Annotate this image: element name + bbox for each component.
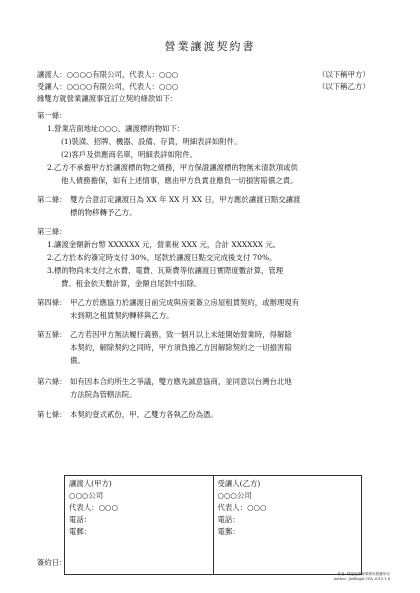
transferor-company: ○○○公司: [69, 491, 104, 500]
footer-line2: Author: Jiedlegal CPA 2015.1.8: [333, 577, 390, 581]
transferee-signature-cell: [213, 476, 362, 575]
transferee-representative: 代表人：○○○: [217, 503, 267, 512]
clause1-label: 第一條：: [37, 111, 67, 120]
signature-table: [64, 475, 362, 575]
clause3-item1: 1.讓渡金額新台幣 XXXXXX 元，營業稅 XXX 元，合計 XXXXXX 元。: [47, 240, 281, 249]
clause2-line1: 雙方合意訂定讓渡日為 XX 年 XX 月 XX 日，甲方應於讓渡日點交讓渡: [70, 195, 301, 204]
transferee-note: （以下稱乙方）: [318, 82, 370, 91]
transferor-phone: 電話：: [69, 515, 92, 524]
clause4-label: 第四條：: [37, 298, 67, 307]
transferor-line: 讓渡人：○○○○有限公司，代表人：○○○: [37, 70, 179, 79]
document-title: 營業讓渡契約書: [164, 40, 256, 53]
transferor-heading: 讓渡人(甲方): [69, 479, 112, 488]
clause6-line2: 方法院為管轄法院。: [70, 390, 137, 399]
clause2-line2: 標的物移轉予乙方。: [70, 208, 137, 217]
clause5-line2: 本契約，解除契約之同時，甲方須負擔乙方因解除契約之一切損害賠: [70, 343, 292, 352]
transferor-signature-cell: [65, 476, 214, 575]
clause5-line3: 償。: [70, 356, 85, 365]
clause6-line1: 如有因本合約所生之爭議，雙方應先誠意協商，並同意以台灣台北地: [70, 377, 292, 386]
clause5-line1: 乙方若因甲方無法履行義務，致一個月以上未能開始營業時，得解除: [70, 330, 292, 339]
clause1-item2-line2: 他人債務擔保，如有上述情事，應由甲方負責並應負一切損害賠償之責。: [61, 176, 298, 185]
signing-date-label: 簽約日：: [37, 558, 67, 567]
clause7-text: 本契約壹式貳份，甲、乙雙方各執乙份為憑。: [70, 410, 218, 419]
clause4-line2: 未到期之租賃契約轉移與乙方。: [70, 311, 174, 320]
transferor-representative: 代表人：○○○: [69, 503, 118, 512]
clause1-sub2: (2)客戶及供應商名單，明細表詳如附件。: [61, 150, 198, 159]
clause7-label: 第七條：: [37, 410, 67, 419]
clause4-line1: 甲乙方於應協力於讓渡日前完成與房東簽立房屋租賃契約，或辦理現有: [70, 298, 300, 307]
clause6-label: 第六條：: [37, 377, 67, 386]
intro-text: 緣雙方就營業讓渡事宜訂立契約條款如下：: [37, 94, 178, 103]
footer-line1: 作者: 陳福庭律師事務所版權所有: [337, 572, 390, 576]
transferor-email: 電郵：: [69, 527, 92, 536]
clause1-item1: 1.營業店面地址○○○，讓渡標的物如下：: [47, 124, 185, 133]
transferee-line: 受讓人：○○○○有限公司，代表人：○○○: [37, 82, 179, 91]
clause3-label: 第三條：: [37, 227, 67, 236]
clause2-label: 第二條：: [37, 195, 67, 204]
clause3-item3-line2: 費、租金依天數計算，金額自尾款中扣除。: [61, 279, 202, 288]
transferee-heading: 受讓人(乙方): [217, 479, 261, 488]
clause3-item2: 2.乙方於本約簽定時支付 30%，尾款於讓渡日點交完成後支付 70%。: [47, 253, 277, 262]
clause1-sub1: (1)裝潢、招牌、機器、設備、存貨，明細表詳如附件。: [61, 137, 242, 146]
clause1-item2-line1: 2.乙方不承擔甲方於讓渡標的物之債務，甲方保證讓渡標的物無未清款項或供: [47, 163, 298, 172]
transferor-note: （以下稱甲方）: [318, 70, 370, 79]
transferee-phone: 電話：: [217, 515, 240, 524]
clause5-label: 第五條：: [37, 330, 67, 339]
transferee-company: ○○○公司: [217, 491, 252, 500]
transferee-email: 電郵：: [217, 527, 240, 536]
clause3-item3-line1: 3.標的物尚未支付之水費、電費、瓦斯費等依讓渡日實際度數計算，管理: [47, 266, 284, 275]
copyright-footer: [333, 572, 390, 582]
